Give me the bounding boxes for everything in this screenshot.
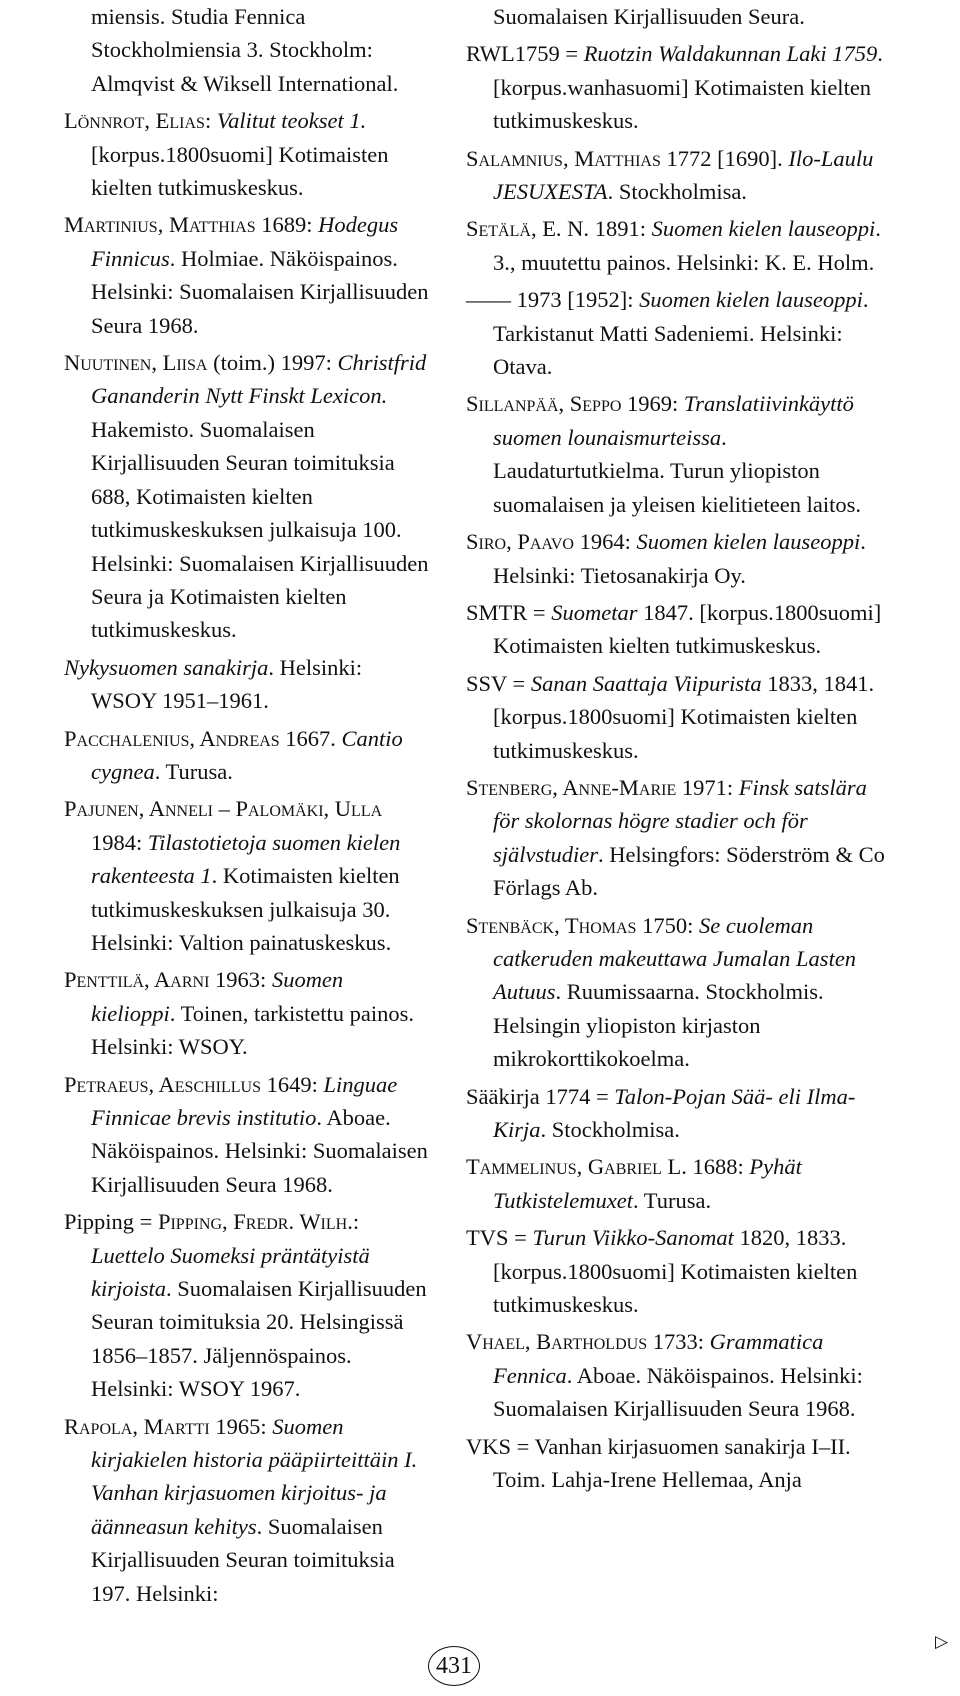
page-number [428, 1646, 480, 1686]
entry-text: [korpus.1800suomi] Kotimaisten kielten tutkimuskeskus. [91, 141, 389, 201]
author-name: Pipping, Fredr. Wilh. [157, 1209, 353, 1235]
entry-text: . Laudaturtutkielma. Turun yliopiston suomalaisen ja yleisen kielitieteen laitos. [493, 424, 862, 517]
work-title: Christfrid Gananderin Nytt Finskt Lexicon. [91, 350, 427, 409]
work-title: Cantio cygnea [91, 725, 403, 784]
work-title: Pyhät Tutkistelemuxet [493, 1154, 802, 1213]
author-name: Salamnius, Matthias [466, 145, 661, 171]
author-name: Lönnrot, Elias [64, 108, 205, 134]
bibliography-entry [64, 104, 430, 204]
author-name: Palomäki, Ulla [235, 796, 383, 822]
entry-text: Suomalaisen Kirjallisuuden Seura. [493, 4, 805, 29]
work-title: Grammatica Fennica [493, 1329, 824, 1388]
bibliography-entry [466, 909, 896, 1076]
entry-text: Hakemisto. Suomalaisen Kirjallisuuden Seuran toimituksia 688, Kotimaisten kielten tutkimuskeskuksen julkaisuja 100. Helsinki: Suomalaisen Kirjallisuuden Seura ja Kotimaisten kielten tutkimuskeskus. [91, 416, 429, 643]
entry-text: RWL1759 = [466, 41, 584, 67]
author-name: Stenberg, Anne-Marie [466, 774, 677, 800]
work-title: Ruotzin Waldakunnan Laki 1759 [583, 41, 878, 67]
entry-text: . Kotimaisten kielten tutkimuskeskuksen julkaisuja 30. Helsinki: Valtion painatuskeskus. [91, 863, 400, 955]
entry-text: . Ruumissaarna. Stockholmis. Helsingin yliopiston kirjaston mikrokorttikokoelma. [493, 979, 824, 1072]
bibliography-entry [466, 525, 896, 592]
entry-text: – [212, 796, 236, 822]
entry-text: 1772 [1690]. [660, 145, 789, 171]
entry-text: 1965: [209, 1413, 273, 1439]
bibliography-entry [64, 792, 430, 959]
entry-text: 1847. [korpus.1800suomi] Kotimaisten kielten tutkimuskeskus. [493, 599, 882, 659]
author-name: Penttilä, Aarni [64, 967, 210, 993]
bibliography-entry [64, 0, 430, 100]
entry-text: . Turusa. [154, 758, 233, 784]
author-name: Sillanpää, Seppo [466, 391, 622, 417]
work-title: Talon-Pojan Sää- eli Ilma-Kirja [493, 1083, 856, 1142]
next-page-arrow-icon: ▷ [935, 1632, 949, 1651]
entry-text: : [204, 108, 217, 134]
author-name: Stenbäck, Thomas [466, 912, 637, 938]
work-title: Sanan Saattaja Viipurista [530, 670, 762, 696]
bibliography-entry [466, 1221, 896, 1321]
work-title: Suometar [551, 599, 638, 625]
work-title: Suomen kielen lauseoppi [651, 216, 876, 242]
work-title: Turun Viikko-Sanomat [532, 1225, 734, 1251]
entry-text: Pipping = [64, 1209, 158, 1235]
entry-text: 1750: [636, 912, 699, 938]
entry-text: 1820, 1833. [korpus.1800suomi] Kotimaisten kielten tutkimuskeskus. [493, 1225, 858, 1318]
bibliography-entry [64, 208, 430, 342]
entry-text: 1733: [647, 1329, 710, 1355]
entry-text: 1833, 1841. [korpus.1800suomi] Kotimaisten kielten tutkimuskeskus. [493, 670, 875, 763]
entry-text: VKS = Vanhan kirjasuomen sanakirja I–II. Toim. Lahja-Irene Hellemaa, Anja [466, 1433, 851, 1493]
entry-text: . Toinen, tarkistettu painos. Helsinki: WSOY. [91, 1000, 414, 1060]
bibliography-entry [466, 667, 896, 767]
author-name: Setälä, E. N. [466, 216, 590, 242]
entry-text: 1689: [255, 212, 319, 238]
entry-text: L. 1688: [661, 1154, 750, 1180]
entry-text: SMTR = [466, 599, 552, 625]
work-title: Suomen kielen lauseoppi [636, 529, 861, 555]
entry-text: 1971: [676, 774, 739, 800]
bibliography-entry [466, 283, 896, 383]
entry-text: (toim.) 1997: [207, 350, 338, 376]
entry-text: 1984: [91, 829, 148, 855]
entry-text: SSV = [466, 670, 531, 696]
work-title: Linguae Finnicae brevis institutio [91, 1071, 398, 1130]
entry-text: . Suomalaisen Kirjallisuuden Seuran toimituksia 20. Helsingissä 1856–1857. Jäljennöspainos. Helsinki: WSOY 1967. [91, 1276, 427, 1402]
entry-text: 1649: [261, 1071, 324, 1097]
bibliography-entry [466, 1150, 896, 1217]
entry-text: . Stockholmisa. [540, 1117, 680, 1142]
entry-text: 1963: [209, 967, 272, 993]
entry-text: : [352, 1209, 360, 1235]
bibliography-column-left [64, 0, 430, 1614]
author-name: Siro, Paavo [466, 529, 574, 555]
bibliography-entry [466, 1430, 896, 1497]
entry-text: miensis. Studia Fennica Stockholmiensia 3. Stockholm: Almqvist & Wiksell International. [91, 4, 399, 96]
work-title: Valitut teokset 1. [216, 108, 367, 134]
entry-text: 1891: [589, 216, 652, 242]
bibliography-entry [64, 1205, 430, 1405]
bibliography-entry [64, 346, 430, 647]
bibliography-entry [466, 596, 896, 663]
bibliography-entry [466, 0, 896, 33]
entry-text: . Helsingfors: Söderström & Co Förlags Ab. [493, 841, 885, 901]
entry-text: . Tarkistanut Matti Sadeniemi. Helsinki: Otava. [493, 287, 869, 380]
work-title: Suomen kirjakielen historia pääpiirteittäin I. Vanhan kirjasuomen kirjoitus- ja äänneasun kehitys [91, 1413, 418, 1539]
entry-text: . Turusa. [632, 1187, 712, 1213]
page-number-text: 431 [436, 1652, 472, 1679]
author-name: Vhael, Bartholdus [466, 1329, 648, 1355]
work-title: Nykysuomen sanakirja [64, 654, 269, 680]
bibliography-entry [64, 651, 430, 718]
entry-text: . Aboae. Näköispainos. Helsinki: Suomalaisen Kirjallisuuden Seura 1968. [493, 1362, 863, 1422]
work-title: Suomen kielen lauseoppi [639, 287, 863, 313]
work-title: Hodegus Finnicus [91, 212, 399, 271]
entry-text: . Holmiae. Näköispainos. Helsinki: Suomalaisen Kirjallisuuden Seura 1968. [91, 245, 429, 338]
work-title: Ilo-Laulu JESUXESTA [493, 145, 874, 205]
author-name: Tammelinus, Gabriel [466, 1154, 662, 1180]
bibliography-entry [466, 37, 896, 137]
bibliography-entry [466, 771, 896, 905]
bibliography-entry [466, 387, 896, 521]
entry-text: . Suomalaisen Kirjallisuuden Seuran toimituksia 197. Helsinki: [91, 1513, 395, 1606]
bibliography-entry [466, 212, 896, 279]
work-title: Tilastotietoja suomen kielen rakenteesta 1 [91, 829, 401, 889]
bibliography-entry [64, 963, 430, 1063]
entry-text: . Stockholmisa. [607, 179, 747, 205]
entry-text: 1667. [279, 725, 342, 751]
author-name: Pajunen, Anneli [64, 796, 213, 822]
bibliography-column-right [466, 0, 896, 1500]
author-name: Rapola, Martti [64, 1413, 210, 1439]
work-title: Finsk satslära för skolornas högre stadier och för självstudier [493, 774, 867, 867]
entry-text: —— 1973 [1952]: [466, 287, 640, 313]
entry-text: TVS = [466, 1225, 533, 1251]
entry-text: Sääkirja 1774 = [466, 1083, 615, 1109]
entry-text: . [korpus.wanhasuomi] Kotimaisten kielten tutkimuskeskus. [493, 41, 883, 134]
author-name: Pacchalenius, Andreas [64, 725, 280, 751]
work-title: Suomen kielioppi [91, 967, 344, 1026]
author-name: Petraeus, Aeschillus [64, 1071, 261, 1097]
entry-text: 1969: [621, 391, 684, 417]
bibliography-entry [64, 1410, 430, 1610]
bibliography-entry [466, 1325, 896, 1425]
entry-text: . Helsinki: Tietosanakirja Oy. [493, 529, 866, 588]
author-name: Martinius, Matthias [64, 212, 256, 238]
work-title: Translatiivinkäyttö suomen lounaismurteissa [493, 391, 854, 450]
entry-text: . 3., muutettu painos. Helsinki: K. E. Holm. [493, 216, 881, 275]
bibliography-entry [64, 722, 430, 789]
bibliography-entry [64, 1068, 430, 1202]
entry-text: 1964: [574, 529, 637, 555]
entry-text: . Aboae. Näköispainos. Helsinki: Suomalaisen Kirjallisuuden Seura 1968. [91, 1105, 428, 1197]
author-name: Nuutinen, Liisa [64, 350, 208, 376]
work-title: Se cuoleman catkeruden makeuttawa Jumalan Lasten Autuus [493, 912, 857, 1005]
bibliography-entry [466, 1080, 896, 1147]
entry-text: . Helsinki: WSOY 1951–1961. [91, 654, 363, 714]
work-title: Luettelo Suomeksi präntätyistä kirjoista [91, 1242, 370, 1302]
bibliography-entry [466, 142, 896, 209]
